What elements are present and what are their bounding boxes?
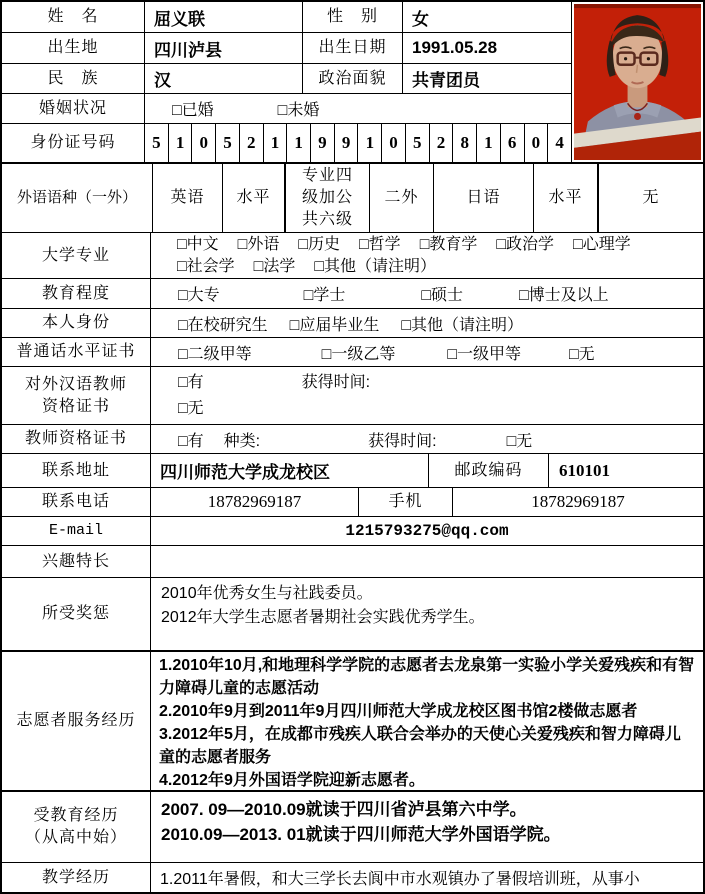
checkbox-history[interactable]: □历史 — [298, 235, 341, 253]
id-digit: 1 — [286, 124, 310, 162]
row-address — [2, 453, 703, 487]
putonghua-cert-options — [150, 338, 703, 366]
phone-label: 联系电话 — [41, 493, 110, 510]
checkbox-sociology[interactable]: □社会学 — [177, 257, 235, 275]
education-history-label: 受教育经历 （从高中始） — [24, 807, 127, 846]
volunteer-item: 1.2010年10月,和地理科学学院的志愿者去龙泉第一实验小学关爱残疾和有智力障碍儿童的志愿活动 — [159, 657, 695, 697]
id-digit: 5 — [215, 124, 239, 162]
tcsl-cert-label: 对外汉语教师 资格证书 — [24, 375, 127, 415]
level-value: 专业四级加公共六级 — [284, 164, 369, 232]
education-history-line: 2010.09—2013. 01就读于四川师范大学外国语学院。 — [161, 825, 561, 844]
checkbox-level1b[interactable]: □一级乙等 — [321, 345, 396, 363]
checkbox-unmarried[interactable]: □未婚 — [277, 102, 320, 119]
teacher-cert-content — [150, 425, 703, 453]
teaching-value: 1.2011年暑假，和大三学长去阆中市水观镇办了暑假培训班，从事小 — [150, 863, 703, 892]
row-ethnicity-political — [2, 63, 571, 93]
row-putonghua-cert — [2, 337, 703, 366]
checkbox-putonghua-none[interactable]: □无 — [569, 345, 595, 363]
id-digit: 8 — [452, 124, 476, 162]
id-digit: 1 — [263, 124, 287, 162]
checkbox-identity-other[interactable]: □其他（请注明） — [401, 316, 524, 334]
interests-label: 兴趣特长 — [41, 552, 110, 570]
ethnicity-value: 汉 — [144, 64, 302, 93]
checkbox-master[interactable]: □硕士 — [421, 287, 464, 304]
row-education-history — [2, 790, 703, 862]
volunteer-item: 3.2012年5月，在成都市残疾人联合会举办的天使心关爱残疾和智力障碍儿童的志愿者服务 — [159, 726, 681, 766]
id-digit: 1 — [357, 124, 381, 162]
checkbox-foreign-lang[interactable]: □外语 — [237, 235, 280, 253]
row-name-gender — [2, 2, 571, 32]
row-volunteer — [2, 650, 703, 790]
volunteer-content — [150, 652, 703, 790]
row-identity — [2, 308, 703, 337]
checkbox-tcsl-has[interactable]: □有 — [178, 373, 204, 391]
putonghua-cert-label: 普通话水平证书 — [16, 343, 136, 360]
id-digit: 9 — [334, 124, 358, 162]
level-label: 水平 — [222, 164, 284, 232]
checkbox-level1a[interactable]: □一级甲等 — [447, 345, 522, 363]
award-line: 2010年优秀女生与社践委员。 — [161, 585, 373, 602]
marital-label: 婚姻状况 — [38, 99, 107, 117]
id-digit: 5 — [405, 124, 429, 162]
address-value: 四川师范大学成龙校区 — [150, 454, 428, 487]
id-digit: 0 — [191, 124, 215, 162]
postal-code-value: 610101 — [548, 454, 703, 487]
mobile-value: 18782969187 — [452, 488, 703, 516]
major-label: 大学专业 — [41, 246, 110, 264]
identity-label: 本人身份 — [41, 314, 110, 331]
checkbox-psychology[interactable]: □心理学 — [573, 235, 631, 253]
birthplace-label: 出生地 — [47, 39, 99, 56]
awards-content — [150, 578, 703, 650]
checkbox-education[interactable]: □教育学 — [419, 235, 478, 253]
top-section — [2, 2, 703, 162]
checkbox-bachelor[interactable]: □学士 — [303, 287, 346, 304]
row-education-level — [2, 278, 703, 308]
checkbox-associate[interactable]: □大专 — [178, 287, 220, 304]
checkbox-teacher-none[interactable]: □无 — [506, 432, 533, 450]
checkbox-chinese[interactable]: □中文 — [177, 235, 219, 253]
address-label: 联系地址 — [41, 461, 110, 479]
education-history-content — [150, 792, 703, 862]
education-level-options — [150, 279, 703, 308]
checkbox-philosophy[interactable]: □哲学 — [359, 235, 401, 253]
checkbox-law[interactable]: □法学 — [253, 257, 296, 275]
checkbox-married[interactable]: □已婚 — [172, 102, 214, 119]
id-digit: 0 — [524, 124, 548, 162]
row-birth — [2, 32, 571, 63]
tcsl-time-label: 获得时间: — [301, 373, 371, 391]
row-teaching — [2, 862, 703, 892]
tcsl-cert-content — [150, 367, 703, 424]
row-email — [2, 516, 703, 545]
teacher-cert-label: 教师资格证书 — [24, 430, 127, 447]
id-number-label: 身份证号码 — [30, 134, 116, 151]
identity-options — [150, 309, 703, 337]
row-teacher-cert — [2, 424, 703, 453]
foreign-language-label: 外语语种（一外） — [16, 189, 137, 206]
row-id-number — [2, 123, 571, 162]
row-awards — [2, 577, 703, 650]
checkbox-grad-student[interactable]: □在校研究生 — [178, 316, 268, 334]
checkbox-teacher-has[interactable]: □有 — [178, 432, 204, 450]
checkbox-tcsl-none[interactable]: □无 — [178, 399, 204, 417]
award-line: 2012年大学生志愿者暑期社会实践优秀学生。 — [161, 609, 485, 626]
row-marital — [2, 93, 571, 123]
second-language-value: 日语 — [433, 164, 533, 232]
marital-options — [144, 94, 571, 123]
id-digit: 5 — [144, 124, 168, 162]
teacher-time-label: 获得时间: — [368, 432, 437, 450]
gender-label: 性 别 — [302, 2, 402, 32]
name-label: 姓 名 — [47, 8, 99, 25]
second-language-label: 二外 — [369, 164, 433, 232]
political-value: 共青团员 — [402, 64, 571, 93]
checkbox-level2a[interactable]: □二级甲等 — [178, 345, 252, 363]
row-tcsl-cert — [2, 366, 703, 424]
second-level-value: 无 — [597, 164, 703, 232]
row-phone — [2, 487, 703, 516]
postal-code-label: 邮政编码 — [428, 454, 548, 487]
phone-value: 18782969187 — [150, 488, 358, 516]
id-digit: 1 — [168, 124, 192, 162]
ethnicity-label: 民 族 — [47, 69, 99, 87]
checkbox-fresh-graduate[interactable]: □应届毕业生 — [289, 316, 380, 334]
birthplace-value: 四川泸县 — [144, 33, 302, 63]
top-left-rows — [2, 2, 571, 162]
id-digit: 4 — [547, 124, 571, 162]
awards-label: 所受奖惩 — [41, 605, 110, 622]
row-interests — [2, 545, 703, 577]
id-digit: 9 — [310, 124, 334, 162]
id-photo-graphic — [574, 4, 701, 160]
email-value: 1215793275@qq.com — [150, 517, 703, 545]
name-value: 屈义联 — [144, 2, 302, 32]
checkbox-politics[interactable]: □政治学 — [496, 235, 555, 253]
id-digit: 2 — [429, 124, 453, 162]
second-level-label: 水平 — [533, 164, 597, 232]
first-language-value: 英语 — [152, 164, 222, 232]
teacher-type-label: 种类: — [223, 432, 261, 450]
major-options — [150, 233, 703, 278]
political-label: 政治面貌 — [302, 64, 402, 93]
mobile-label: 手机 — [358, 488, 452, 516]
interests-value — [150, 546, 703, 577]
id-digit: 0 — [381, 124, 405, 162]
checkbox-doctor[interactable]: □博士及以上 — [519, 287, 609, 304]
gender-value: 女 — [402, 2, 571, 32]
birthdate-value: 1991.05.28 — [402, 33, 571, 63]
id-digit: 6 — [500, 124, 524, 162]
id-digit: 1 — [476, 124, 500, 162]
education-level-label: 教育程度 — [41, 284, 110, 302]
email-label: E-mail — [48, 522, 103, 539]
volunteer-item: 2.2010年9月到2011年9月四川师范大学成龙校区图书馆2楼做志愿者 — [159, 703, 638, 720]
education-history-line: 2007. 09—2010.09就读于四川省泸县第六中学。 — [161, 800, 527, 819]
checkbox-major-other[interactable]: □其他（请注明） — [314, 257, 437, 275]
row-foreign-language — [2, 162, 703, 232]
volunteer-item: 4.2012年9月外国语学院迎新志愿者。 — [159, 772, 425, 789]
teaching-label: 教学经历 — [41, 868, 110, 886]
id-digit: 2 — [239, 124, 263, 162]
birthdate-label: 出生日期 — [302, 33, 402, 63]
volunteer-label: 志愿者服务经历 — [16, 712, 136, 729]
row-major — [2, 232, 703, 278]
id-photo — [571, 2, 703, 162]
